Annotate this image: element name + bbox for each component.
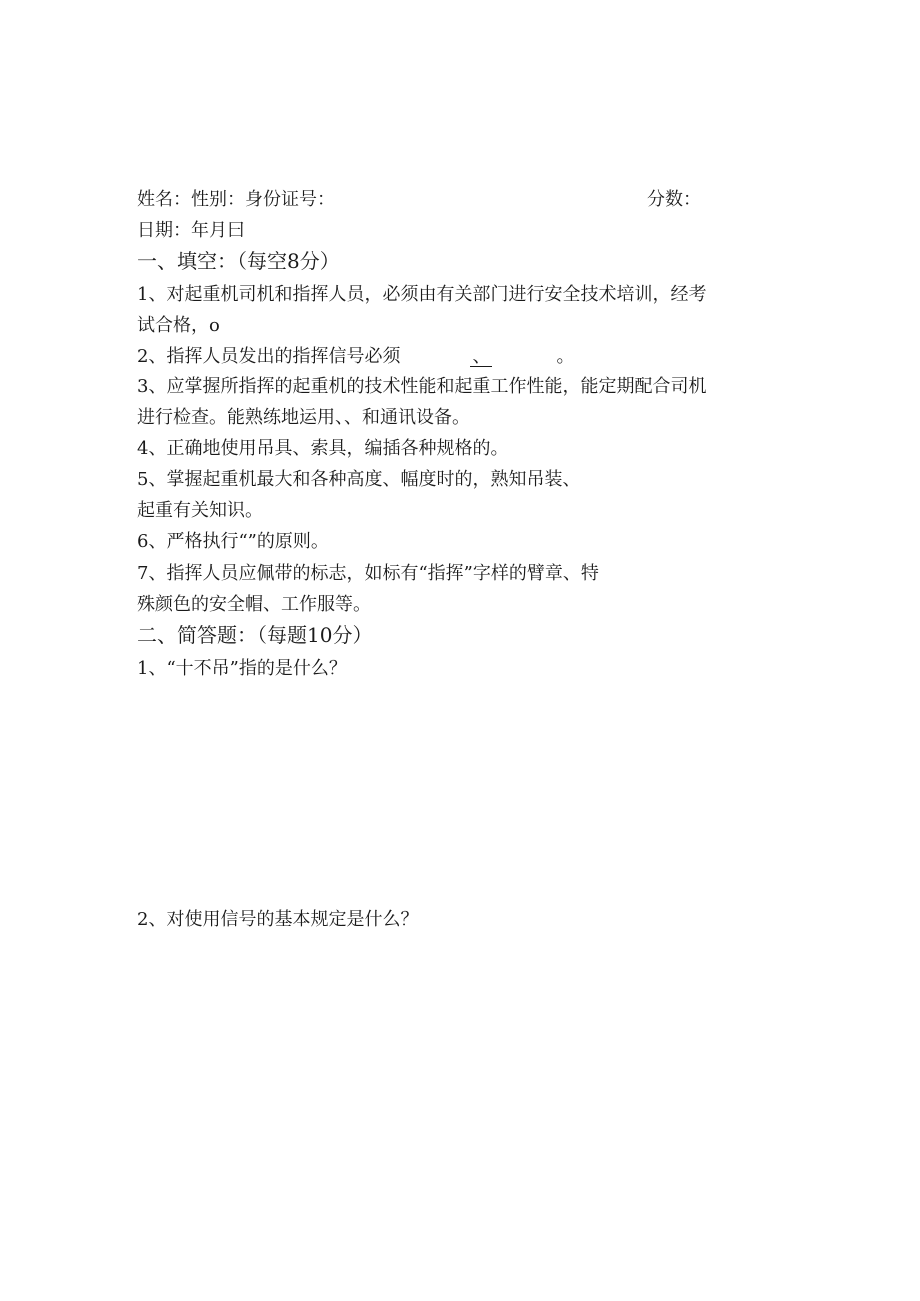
short-answer-question-2: 2、对使用信号的基本规定是什么？ (137, 909, 419, 930)
question-4: 4、正确地使用吊具、索具，编插各种规格的。 (137, 438, 509, 459)
score-label: 分数： (647, 189, 701, 210)
date-line: 日期：年月曰 (137, 220, 245, 241)
question-5-line-2: 起重有关知识。 (137, 500, 263, 521)
question-5-line-1: 5、掌握起重机最大和各种高度、幅度时的，熟知吊装、 (137, 469, 581, 490)
question-1-line-2: 试合格，o (137, 315, 220, 336)
question-2-end-mark: 。 (556, 346, 575, 367)
short-answer-question-1: 1、“十不吊”指的是什么？ (137, 658, 347, 679)
question-7-line-2: 殊颜色的安全帽、工作服等。 (137, 594, 371, 615)
question-3-line-2: 进行检查。能熟练地运用、、和通讯设备。 (137, 407, 470, 428)
section2-heading: 二、简答题：（每题10分） (137, 623, 373, 647)
question-2 (137, 344, 574, 370)
question-6: 6、严格执行“”的原则。 (137, 531, 329, 552)
question-2-blank-mark: 、 (472, 346, 491, 367)
question-2-text: 2、指挥人员发出的指挥信号必须 (137, 346, 401, 367)
personal-info-line: 姓名：性别：身份证号： (137, 189, 335, 210)
question-1-line-1: 1、对起重机司机和指挥人员，必须由有关部门进行安全技术培训，经考 (137, 284, 707, 305)
question-7-line-1: 7、指挥人员应佩带的标志，如标有“指挥”字样的臂章、特 (137, 563, 599, 584)
section1-heading: 一、填空：（每空8分） (137, 249, 340, 273)
question-3-line-1: 3、应掌握所指挥的起重机的技术性能和起重工作性能，能定期配合司机 (137, 376, 707, 397)
